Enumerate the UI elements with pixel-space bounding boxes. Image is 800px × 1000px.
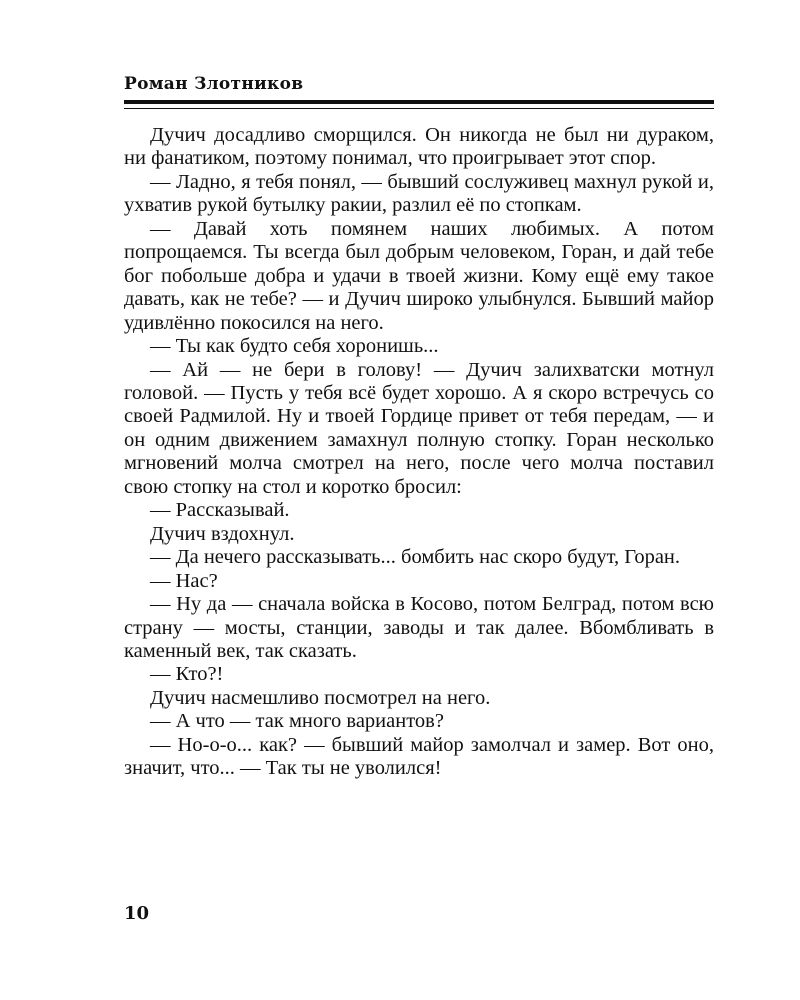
paragraph: Дучич насмешливо посмотрел на него.: [150, 686, 491, 709]
paragraph: — Ладно, я тебя понял, — бывший сослуживец махнул рукой и, ухватив рукой бутылку ракии, разлил её по стопкам.: [124, 170, 714, 217]
body-text: [124, 124, 714, 781]
paragraph: Дучич досадливо сморщился. Он никогда не был ни дураком, ни фанатиком, поэтому понимал, что проигрывает этот спор.: [124, 124, 714, 170]
paragraph: — Нас?: [150, 569, 218, 592]
header-rule-thin: [124, 108, 714, 109]
running-head-author: Роман Злотников: [124, 74, 304, 94]
paragraph: — Кто?!: [150, 663, 224, 686]
paragraph: Дучич вздохнул.: [150, 522, 295, 545]
paragraph: — Но-о-о... как? — бывший майор замолчал и замер. Вот оно, значит, что... — Так ты не уволился!: [124, 733, 714, 780]
paragraph: — Ай — не бери в голову! — Дучич залихватски мотнул головой. — Пусть у тебя всё будет хорошо. А я скоро встречусь со своей Радмилой. Ну и твоей Гордице привет от тебя передам, — и он одним движением замахнул полную стопку. Горан несколько мгновений молча смотрел на него, после чего молча поставил свою стопку на стол и коротко бросил:: [124, 358, 714, 498]
header-rule-thick: [124, 100, 714, 104]
paragraph: — Ты как будто себя хоронишь...: [150, 335, 439, 358]
paragraph: — Ну да — сначала войска в Косово, потом Белград, потом всю страну — мосты, станции, заводы и так далее. Вбомбливать в каменный век, так сказать.: [124, 593, 714, 662]
paragraph: — Рассказывай.: [150, 499, 290, 522]
paragraph: — Да нечего рассказывать... бомбить нас скоро будут, Горан.: [150, 546, 681, 569]
page-number: 10: [124, 903, 150, 924]
paragraph: — А что — так много вариантов?: [150, 710, 444, 733]
paragraph: — Давай хоть помянем наших любимых. А потом попрощаемся. Ты всегда был добрым человеком, Горан, и дай тебе бог побольше добра и удачи в твоей жизни. Кому ещё ему такое давать, как не тебе? — и Дучич широко улыбнулся. Бывший майор удивлённо покосился на него.: [124, 217, 714, 334]
